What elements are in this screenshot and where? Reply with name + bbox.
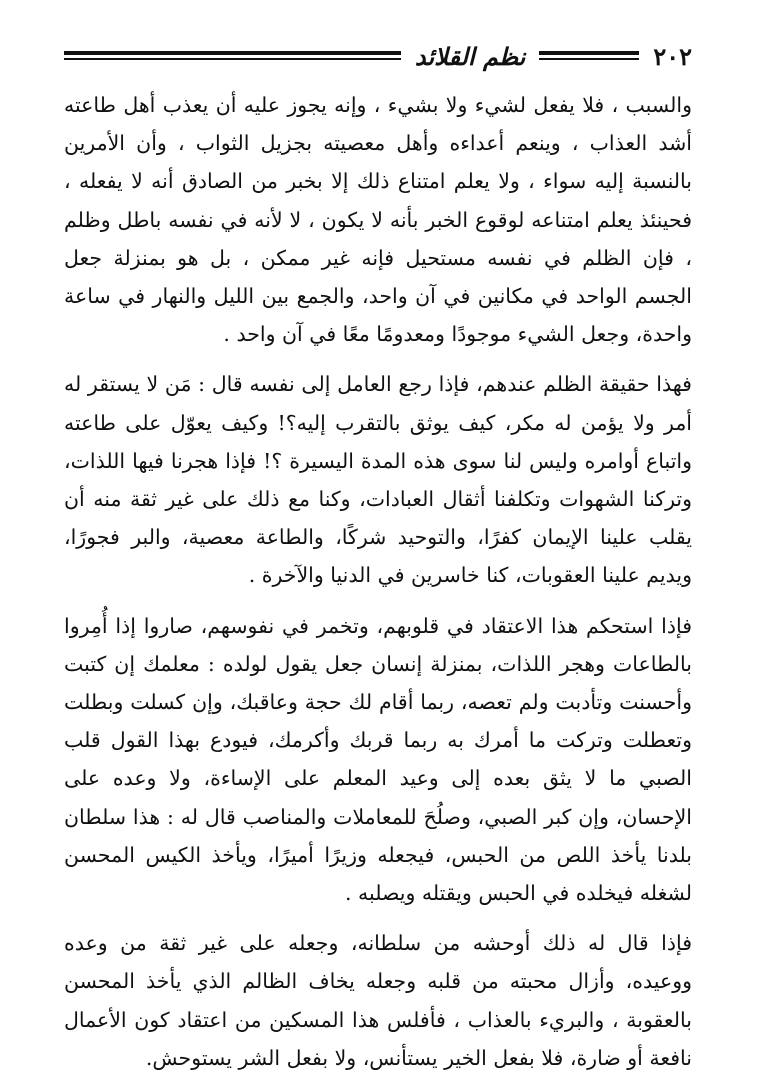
header-rule-left bbox=[64, 51, 401, 61]
paragraph-1: والسبب ، فلا يفعل لشيء ولا بشيء ، وإنه يجوز عليه أن يعذب أهل طاعته أشد العذاب ، وينعم أعداءه وأهل معصيته بجزيل الثواب ، وأن الأمرين بالنسبة إليه سواء ، ولا يعلم امتناع ذلك إلا بخبر من الصادق أنه لا يفعله ، فحينئذ يعلم امتناعه لوقوع الخبر بأنه لا يكون ، لا لأنه في نفسه باطل وظلم ، فإن الظلم في نفسه مستحيل فإنه غير ممكن ، بل هو بمنزلة جعل الجسم الواحد في مكانين في آن واحد، والجمع بين الليل والنهار في ساعة واحدة، وجعل الشيء موجودًا ومعدومًا معًا في آن واحد . bbox=[64, 93, 692, 347]
page-number: ٢٠٢ bbox=[653, 41, 692, 71]
paragraph-4: فإذا قال له ذلك أوحشه من سلطانه، وجعله على غير ثقة من وعده ووعيده، وأزال محبته من قلبه وجعله يخاف الظالم الذي يأخذ المحسن بالعقوبة ، والبريء بالعذاب ، فأفلس هذا المسكين من اعتقاد كون الأعمال نافعة أو ضارة، فلا بفعل الخير يستأنس، ولا بفعل الشر يستوحش. bbox=[64, 931, 692, 1070]
running-title: نظم القلائد bbox=[414, 41, 526, 71]
page-body bbox=[64, 86, 692, 1089]
header-rule-right bbox=[539, 51, 639, 61]
page-header bbox=[64, 38, 692, 74]
paragraph-2: فهذا حقيقة الظلم عندهم، فإذا رجع العامل إلى نفسه قال : مَن لا يستقر له أمر ولا يؤمن له مكر، كيف يوثق بالتقرب إليه؟! وكيف يعوّل على طاعته واتباع أوامره وليس لنا سوى هذه المدة اليسيرة ؟! فإذا هجرنا فيها اللذات، وتركنا الشهوات وتكلفنا أثقال العبادات، وكنا مع ذلك على غير ثقة منه أن يقلب علينا الإيمان كفرًا، والتوحيد شركًا، والطاعة معصية، والبر فجورًا، ويديم علينا العقوبات، كنا خاسرين في الدنيا والآخرة . bbox=[64, 372, 692, 588]
paragraph-3: فإذا استحكم هذا الاعتقاد في قلوبهم، وتخمر في نفوسهم، صاروا إذا أُمِروا بالطاعات وهجر اللذات، بمنزلة إنسان جعل يقول لولده : معلمك إن كتبت وأحسنت وتأدبت ولم تعصه، ربما أقام لك حجة وعاقبك، وإن كسلت وبطلت وتعطلت وتركت ما أمرك به ربما قربك وأكرمك، فيودع بهذا القول قلب الصبي ما لا يثق بعده إلى وعيد المعلم على الإساءة، ولا وعده على الإحسان، وإن كبر الصبي، وصلُحَ للمعاملات والمناصب قال له : هذا سلطان بلدنا يأخذ اللص من الحبس، فيجعله وزيرًا أميرًا، ويأخذ الكيس المحسن لشغله فيخلده في الحبس ويقتله ويصلبه . bbox=[64, 613, 692, 906]
